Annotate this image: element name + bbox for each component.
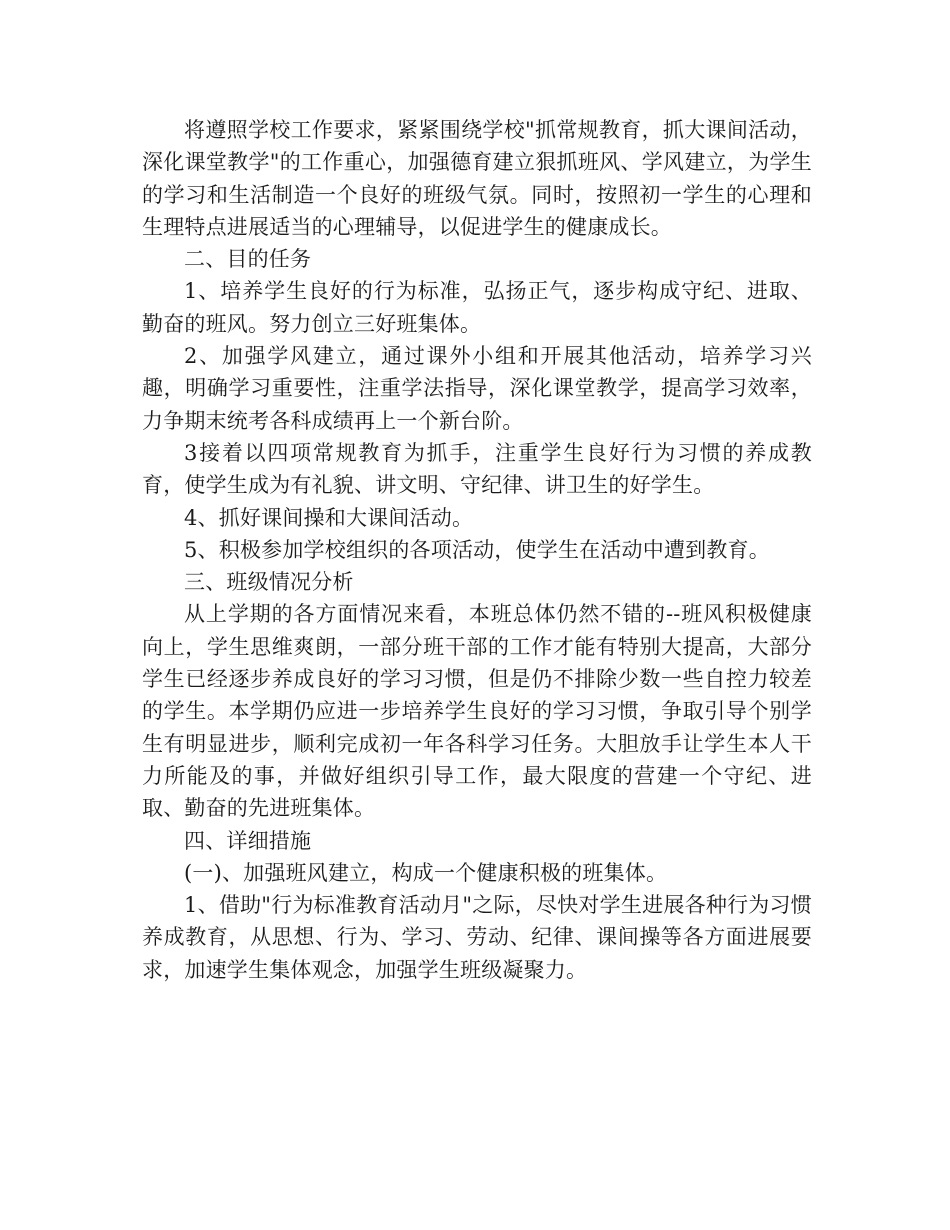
- goal-item-3: 3接着以四项常规教育为抓手，注重学生良好行为习惯的养成教育，使学生成为有礼貌、讲文明、守纪律、讲卫生的好学生。: [142, 440, 812, 498]
- goal-item-1: 1、培养学生良好的行为标准，弘扬正气，逐步构成守纪、进取、勤奋的班风。努力创立三好班集体。: [142, 279, 812, 336]
- measure-item-1: 1、借助"行为标准教育活动月"之际，尽快对学生进展各种行为习惯养成教育，从思想、行为、学习、劳动、纪律、课间操等各方面进展要求，加速学生集体观念，加强学生班级凝聚力。: [142, 893, 812, 982]
- goal-item-5: 5、积极参加学校组织的各项活动，使学生在活动中遭到教育。: [184, 537, 770, 562]
- measures-subheading-1: (一)、加强班风建立，构成一个健康积极的班集体。: [184, 860, 668, 885]
- document-body: [142, 114, 812, 986]
- intro-paragraph: 将遵照学校工作要求，紧紧围绕学校"抓常规教育，抓大课间活动，深化课堂教学"的工作重心，加强德育建立狠抓班风、学风建立，为学生的学习和生活制造一个良好的班级气氛。同时，按照初一学生的心理和生理特点进展适当的心理辅导，以促进学生的健康成长。: [142, 118, 812, 239]
- section-heading-analysis: 三、班级情况分析: [184, 570, 354, 595]
- goal-item-4: 4、抓好课间操和大课间活动。: [184, 505, 474, 530]
- goal-item-2: 2、加强学风建立，通过课外小组和开展其他活动，培养学习兴趣，明确学习重要性，注重学法指导，深化课堂教学，提高学习效率，力争期末统考各科成绩再上一个新台阶。: [142, 344, 812, 433]
- section-heading-goals: 二、目的任务: [184, 247, 312, 272]
- analysis-paragraph: 从上学期的各方面情况来看，本班总体仍然不错的--班风积极健康向上，学生思维爽朗，一部分班干部的工作才能有特别大提高，大部分学生已经逐步养成良好的学习习惯，但是仍不排除少数一些自控力较差的学生。本学期仍应进一步培养学生良好的学习习惯，争取引导个别学生有明显进步，顺利完成初一年各科学习任务。大胆放手让学生本人干力所能及的事，并做好组织引导工作，最大限度的营建一个守纪、进取、勤奋的先进班集体。: [142, 602, 812, 821]
- section-heading-measures: 四、详细措施: [184, 828, 312, 853]
